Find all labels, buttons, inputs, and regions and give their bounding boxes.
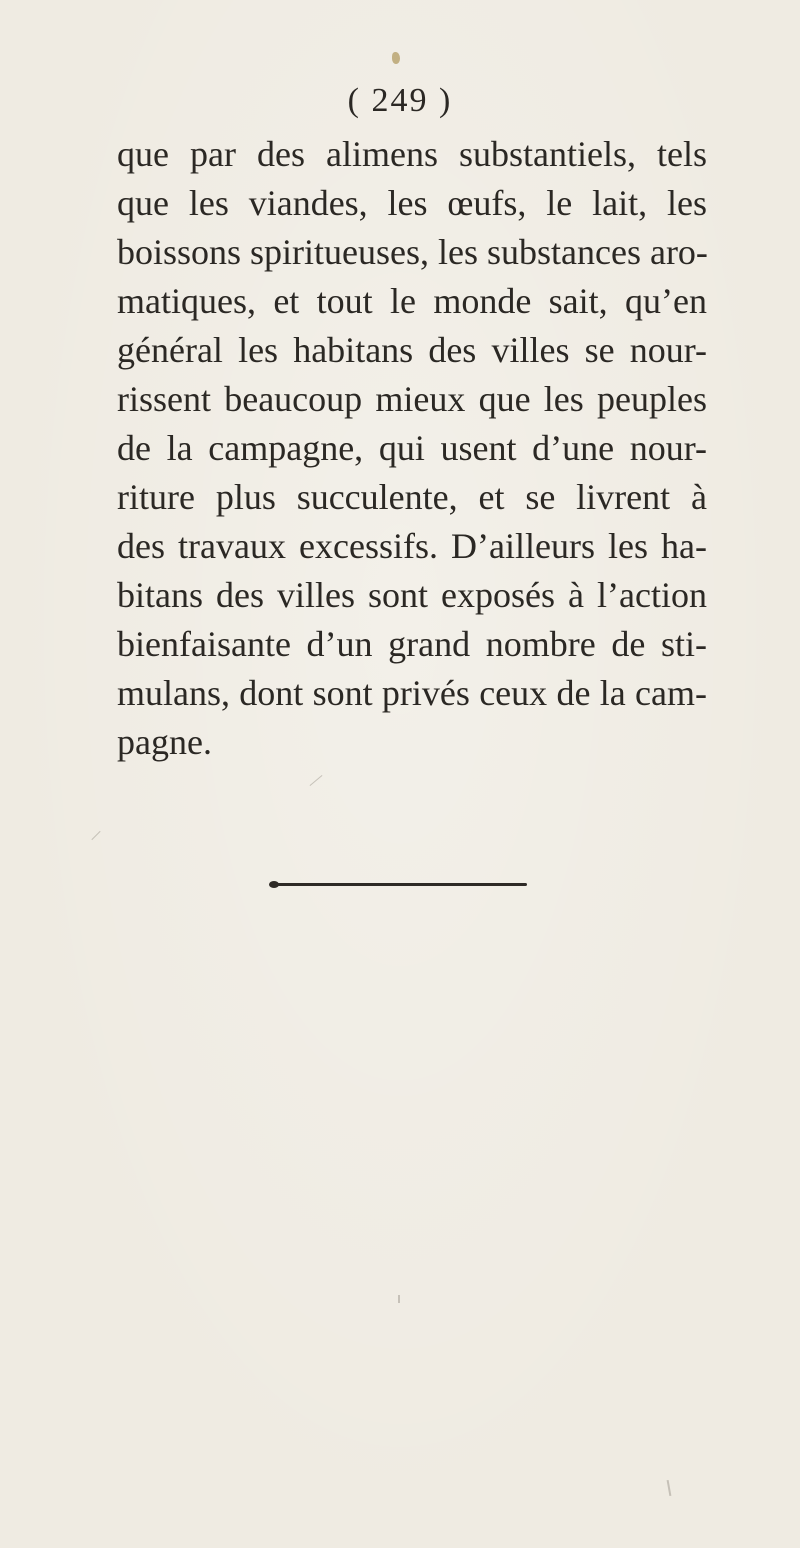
paper-speck [398, 1295, 400, 1303]
paper-speck [91, 831, 100, 840]
text-line: bienfaisante d’un grand nombre de sti- [117, 624, 707, 664]
text-line: matiques, et tout le monde sait, qu’en [117, 281, 707, 321]
ink-blot [392, 52, 400, 64]
text-line: général les habitans des villes se nour- [117, 330, 707, 370]
text-line: riture plus succulente, et se livrent à [117, 477, 707, 517]
paper-speck [667, 1480, 672, 1496]
text-line: boissons spiritueuses, les substances aro- [117, 232, 708, 272]
text-line: mulans, dont sont privés ceux de la cam- [117, 673, 707, 713]
text-line: des travaux excessifs. D’ailleurs les ha- [117, 526, 707, 566]
text-line: rissent beaucoup mieux que les peuples [117, 379, 707, 419]
text-line: que les viandes, les œufs, le lait, les [117, 183, 707, 223]
page-number: ( 249 ) [347, 82, 453, 119]
text-line: que par des alimens substantiels, tels [117, 134, 707, 174]
text-line: bitans des villes sont exposés à l’action [117, 575, 707, 615]
text-line: de la campagne, qui usent d’une nour- [117, 428, 707, 468]
text-line: pagne. [117, 722, 212, 762]
end-rule [272, 883, 527, 886]
body-paragraph [117, 130, 707, 767]
paper-speck [310, 775, 323, 786]
